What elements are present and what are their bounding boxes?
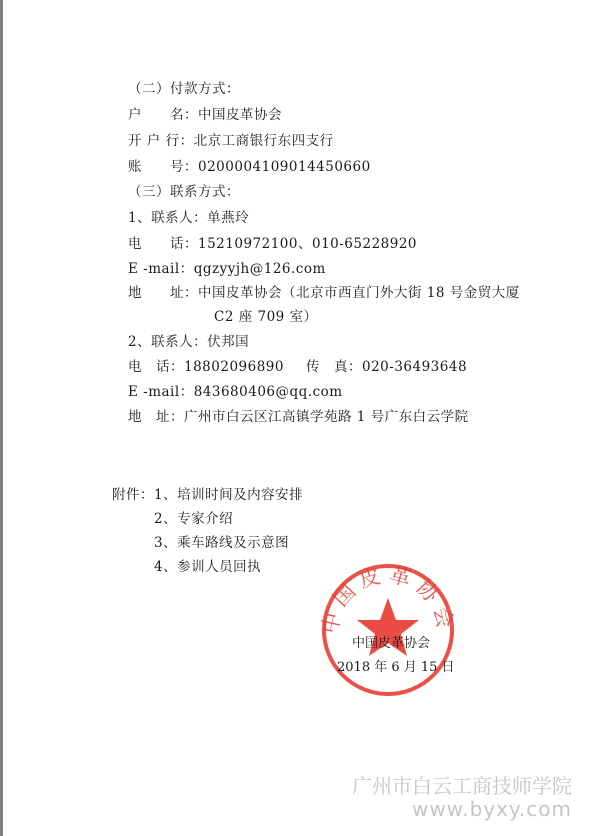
contact2-phone: 18802096890 [184, 359, 284, 375]
contact2-label: 2、联系人： [128, 334, 208, 350]
signature-org: 中国皮革协会 [352, 636, 431, 651]
contact2-row [128, 330, 249, 350]
account-number-value: 0200004109014450660 [198, 159, 371, 175]
official-seal [318, 560, 458, 700]
watermark-school-name: 广州市白云工商技师学院 [352, 774, 572, 798]
seal-graphic [318, 560, 458, 700]
attachment-item: 4、参训人员回执 [154, 559, 262, 575]
contact2-email: 843680406@qq.com [193, 384, 343, 400]
contact2-name: 伏邦国 [207, 334, 250, 350]
contact1-phone-row [128, 232, 417, 252]
contact2-fax: 020-36493648 [362, 359, 468, 375]
contact2-email-row [128, 380, 343, 400]
contact1-phone: 15210972100、010-65228920 [198, 236, 418, 252]
contact-heading: （三）联系方式： [128, 184, 240, 200]
contact2-phone-row [128, 355, 284, 375]
attachments-row [112, 483, 303, 503]
contact2-address: 广州市白云区江高镇学苑路 1 号广东白云学院 [184, 409, 469, 425]
contact2-phone-label: 电 话： [128, 359, 184, 375]
contact1-address-label: 地 址： [128, 285, 198, 301]
contact1-label: 1、联系人： [128, 210, 208, 226]
account-name-label: 户 名： [128, 107, 198, 123]
attachment-item: 3、乘车路线及示意图 [154, 535, 290, 551]
contact1-email-label: E -mail： [128, 261, 194, 277]
account-name-value: 中国皮革协会 [198, 107, 282, 123]
contact2-fax-row [306, 355, 467, 375]
contact1-email-row [128, 257, 326, 277]
contact1-name: 单燕玲 [207, 210, 250, 226]
attachment-item: 2、专家介绍 [154, 511, 234, 527]
contact1-address-row [128, 281, 520, 301]
contact2-fax-label: 传 真： [306, 359, 362, 375]
seal-text: 中国皮革协会 [318, 562, 458, 636]
payment-heading: （二）付款方式： [128, 81, 240, 97]
contact1-address-line2: C2 座 709 室） [214, 309, 318, 325]
contact2-address-row [128, 405, 469, 425]
contact1-email: qgzyyjh@126.com [193, 261, 326, 277]
contact1-address-line1: 中国皮革协会（北京市西直门外大街 18 号金贸大厦 [198, 285, 520, 301]
contact2-address-label: 地 址： [128, 409, 184, 425]
bank-value: 北京工商银行东四支行 [193, 133, 334, 149]
watermark-url: www.byxy.com [411, 797, 572, 821]
signature-date: 2018 年 6 月 15 日 [337, 660, 455, 675]
account-number-label: 账 号： [128, 159, 198, 175]
account-number-row [128, 155, 371, 175]
account-name-row [128, 103, 282, 123]
contact1-phone-label: 电 话： [128, 236, 198, 252]
bank-label: 开 户 行： [128, 133, 194, 149]
attachments-label: 附件： [112, 487, 154, 503]
attachment-item: 1、培训时间及内容安排 [154, 487, 304, 503]
contact2-email-label: E -mail： [128, 384, 194, 400]
contact1-row [128, 206, 249, 226]
bank-row [128, 129, 334, 149]
